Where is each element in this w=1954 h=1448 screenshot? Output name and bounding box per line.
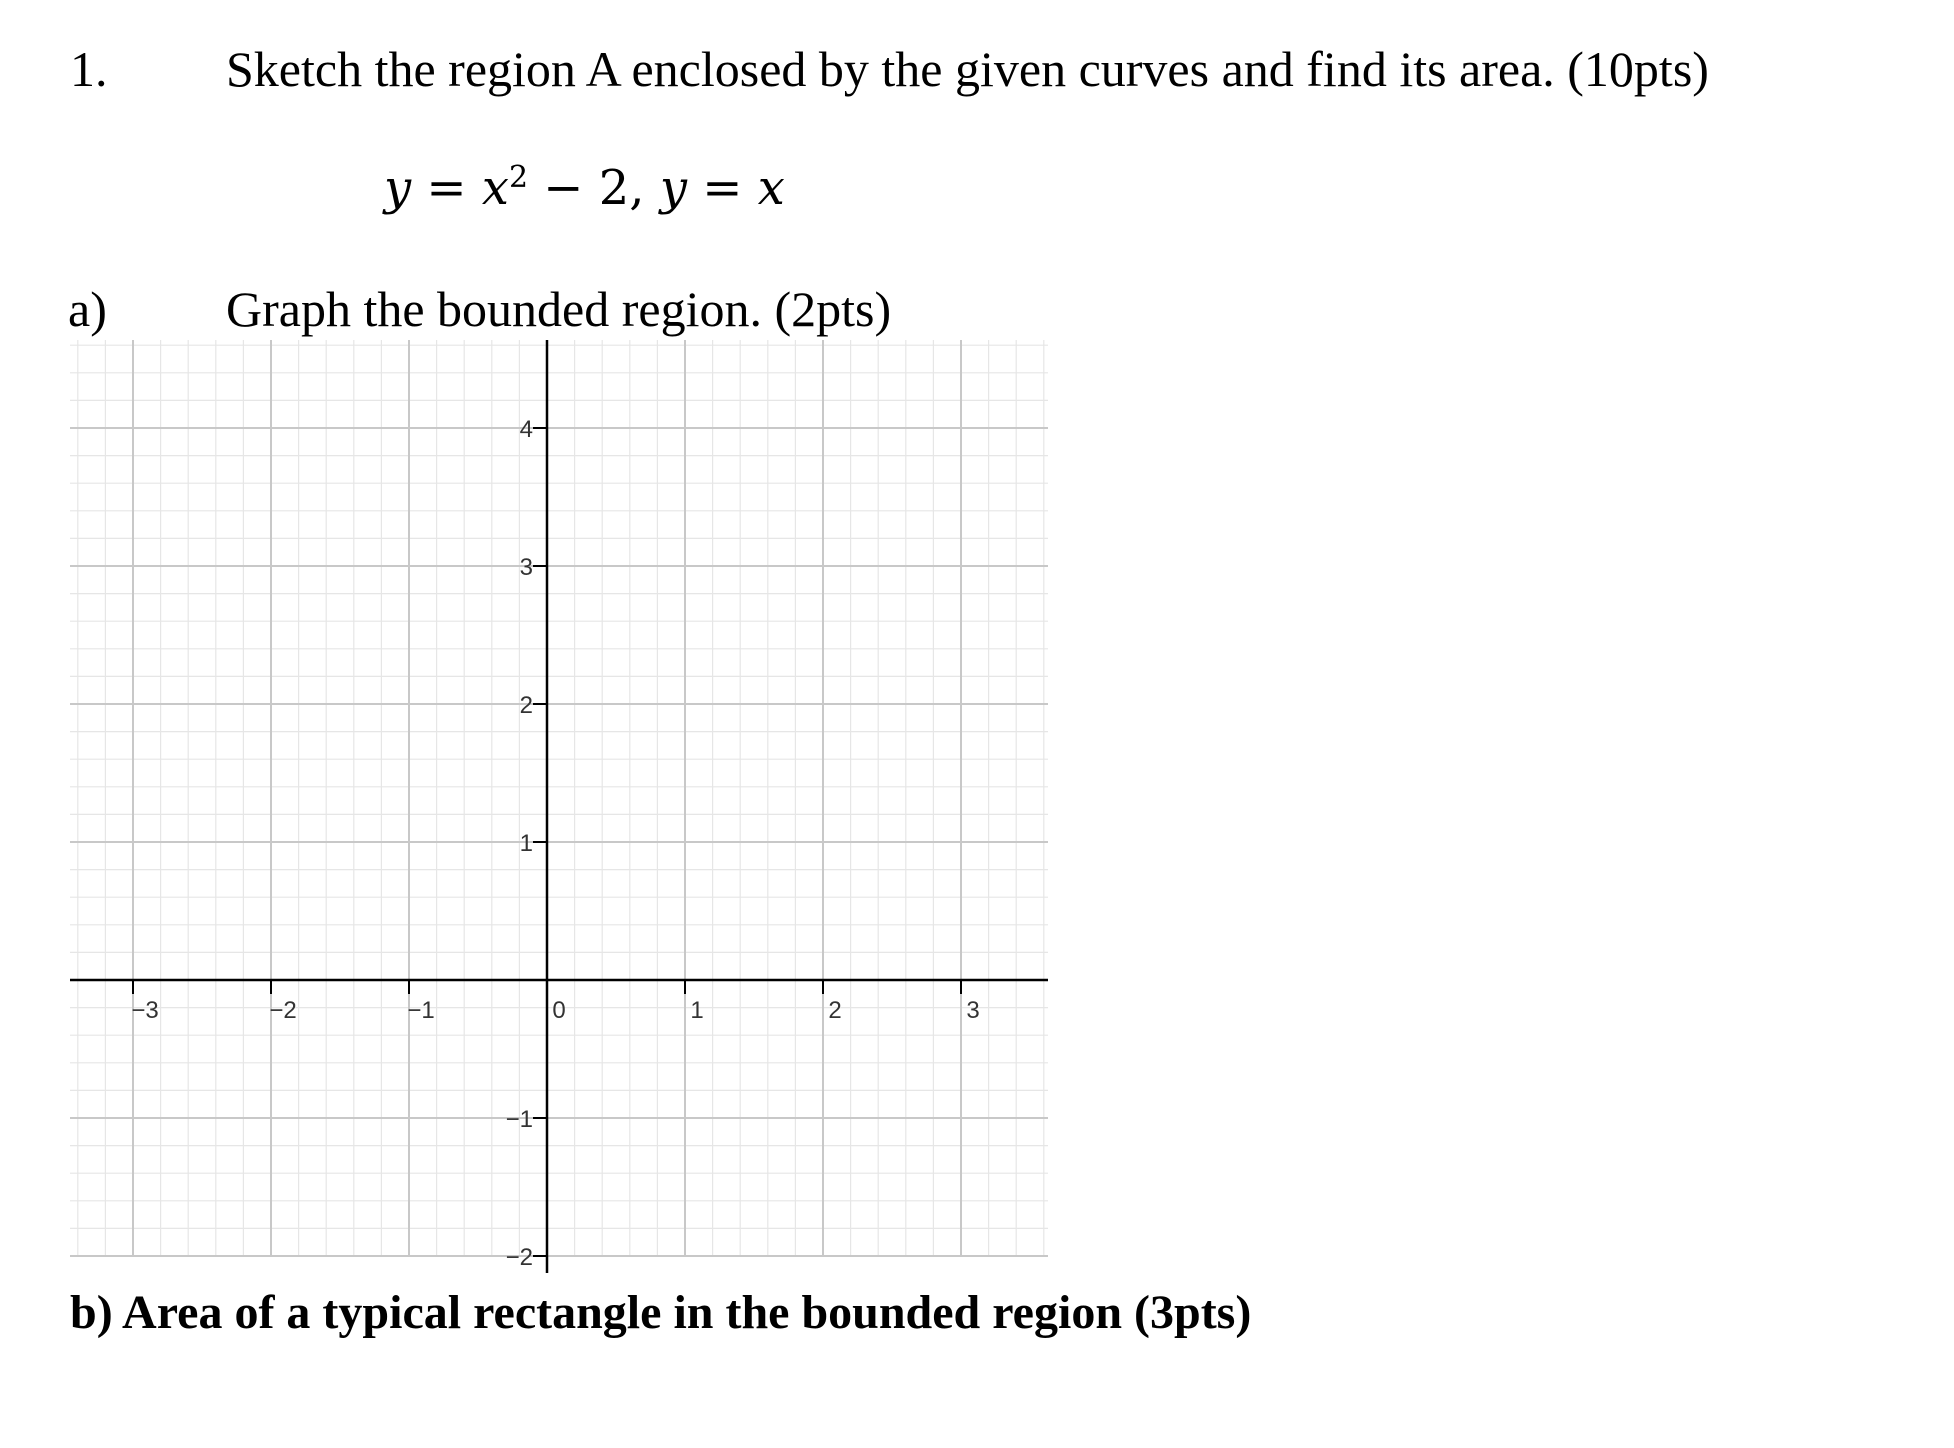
- x-tick-label: −1: [407, 997, 435, 1024]
- x-tick-label: −3: [131, 997, 159, 1024]
- x-tick-label: 2: [828, 997, 842, 1024]
- y-tick-label: 3: [519, 554, 533, 581]
- eq-equals-1: =: [411, 160, 482, 216]
- x-tick-label: 3: [966, 997, 980, 1024]
- eq-var-y1: y: [384, 160, 412, 216]
- y-tick-label: −1: [505, 1106, 533, 1133]
- part-b-text: b) Area of a typical rectangle in the bounded region (3pts): [70, 1286, 1252, 1339]
- eq-var-y2: y: [659, 160, 687, 216]
- x-tick-label: 1: [690, 997, 704, 1024]
- y-tick-label: 1: [519, 830, 533, 857]
- y-tick-label: 4: [519, 416, 533, 443]
- eq-var-x2: x: [757, 160, 785, 216]
- y-tick-label: −2: [505, 1244, 533, 1271]
- problem-number: 1.: [70, 41, 108, 97]
- eq-exponent: 2: [508, 160, 529, 195]
- y-tick-label: 2: [519, 692, 533, 719]
- eq-var-x1: x: [481, 160, 509, 216]
- eq-equals-2: =: [686, 160, 758, 216]
- problem-statement: Sketch the region A enclosed by the given curves and find its area. (10pts): [226, 41, 1709, 97]
- part-a-label: a): [68, 281, 107, 337]
- x-tick-label: −2: [269, 997, 297, 1024]
- part-a-text: Graph the bounded region. (2pts): [226, 281, 892, 337]
- eq-minus-two: − 2,: [528, 160, 660, 216]
- x-tick-label: 0: [552, 997, 566, 1024]
